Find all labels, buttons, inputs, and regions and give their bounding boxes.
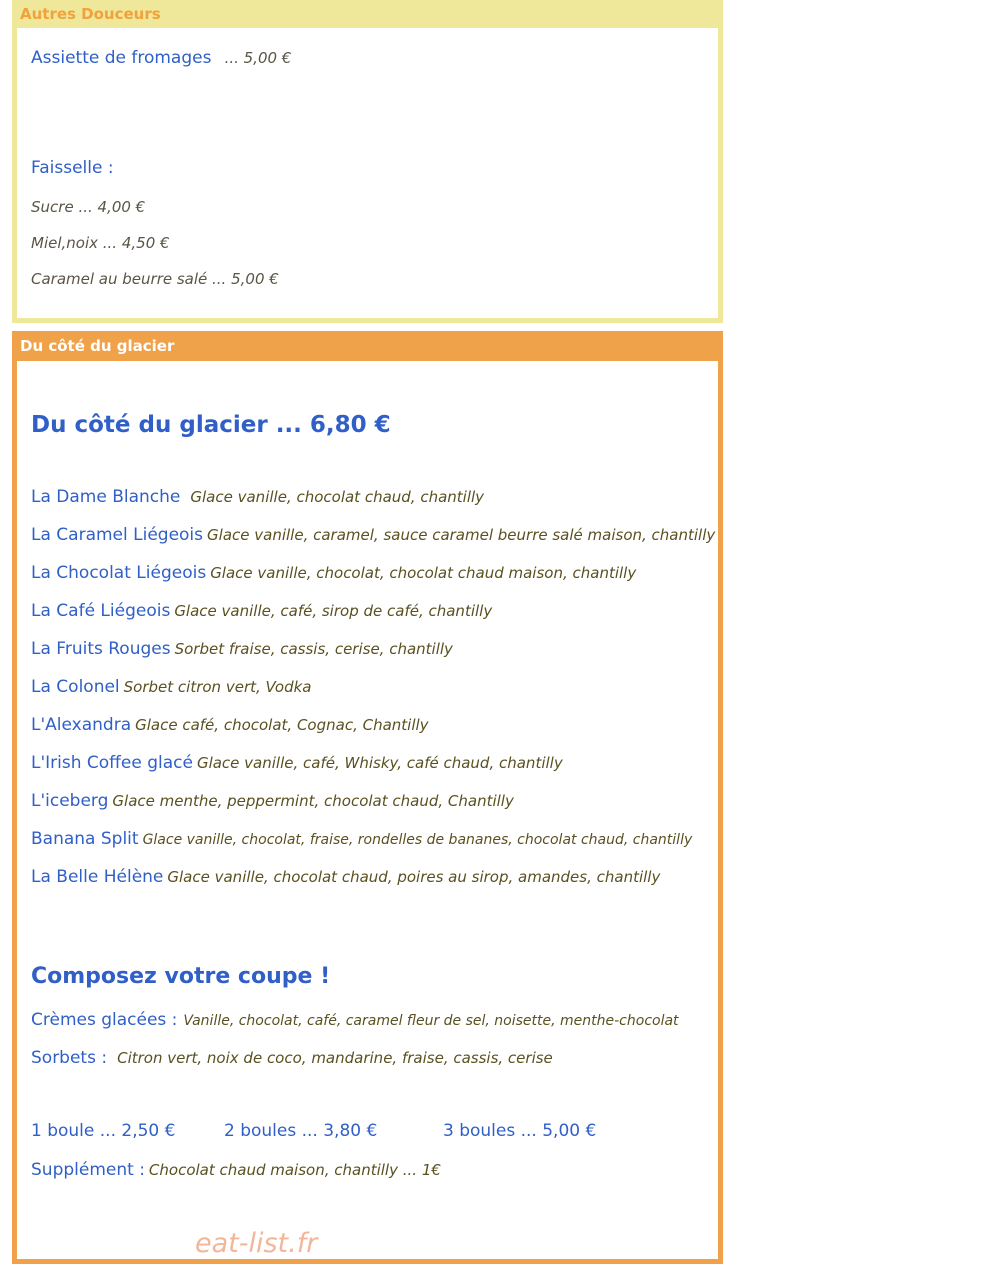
sorbets-label: Sorbets :	[31, 1048, 108, 1068]
glacier-header: Du côté du glacier	[12, 331, 723, 361]
menu-item-name: L'Alexandra	[31, 715, 132, 735]
menu-item-name: La Dame Blanche	[31, 487, 181, 507]
menu-item	[31, 487, 484, 507]
menu-item-name: La Fruits Rouges	[31, 639, 171, 659]
menu-item-name: La Caramel Liégeois	[31, 525, 204, 545]
cremes-label: Crèmes glacées :	[31, 1010, 178, 1030]
sorbets-line	[31, 1048, 553, 1068]
menu-item	[31, 791, 514, 811]
menu-item	[31, 677, 312, 697]
menu-item	[31, 829, 692, 849]
assiette-fromages-line	[31, 48, 291, 68]
menu-item	[31, 867, 660, 887]
menu-item	[31, 753, 563, 773]
menu-item-desc: Glace vanille, chocolat, fraise, rondelles de bananes, chocolat chaud, chantilly	[142, 832, 693, 848]
cremes-line	[31, 1010, 679, 1030]
cremes-desc: Vanille, chocolat, café, caramel fleur de sel, noisette, menthe-chocolat	[183, 1013, 679, 1029]
menu-item-name: La Colonel	[31, 677, 120, 697]
menu-item	[31, 563, 636, 583]
compose-title: Composez votre coupe !	[31, 964, 331, 989]
supplement-desc: Chocolat chaud maison, chantilly ... 1€	[148, 1161, 441, 1179]
faisselle-label: Faisselle :	[31, 158, 114, 178]
menu-item-desc: Sorbet citron vert, Vodka	[123, 678, 312, 696]
boule-price: 1 boule ... 2,50 €	[31, 1121, 176, 1141]
menu-item-desc: Glace café, chocolat, Cognac, Chantilly	[135, 716, 429, 734]
glacier-panel	[12, 331, 723, 1264]
assiette-fromages-name: Assiette de fromages	[31, 48, 212, 68]
menu-item-name: L'iceberg	[31, 791, 109, 811]
menu-item-desc: Glace vanille, chocolat chaud, poires au sirop, amandes, chantilly	[167, 868, 661, 886]
watermark-text: eat-list.fr	[195, 1228, 318, 1259]
menu-item-desc: Glace menthe, peppermint, chocolat chaud, Chantilly	[112, 792, 514, 810]
supplement-line	[31, 1160, 441, 1180]
menu-item	[31, 601, 492, 621]
glacier-title: Du côté du glacier ... 6,80 €	[31, 412, 391, 438]
menu-item	[31, 525, 715, 545]
faisselle-option: Caramel au beurre salé ... 5,00 €	[31, 270, 279, 288]
menu-item-name: La Belle Hélène	[31, 867, 164, 887]
menu-item-desc: Glace vanille, caramel, sauce caramel beurre salé maison, chantilly	[207, 526, 716, 544]
autres-douceurs-header: Autres Douceurs	[12, 0, 723, 28]
assiette-fromages-price: ... 5,00 €	[224, 49, 292, 67]
sorbets-desc: Citron vert, noix de coco, mandarine, fraise, cassis, cerise	[117, 1049, 553, 1067]
supplement-label: Supplément :	[31, 1160, 145, 1180]
menu-item-desc: Glace vanille, chocolat, chocolat chaud maison, chantilly	[210, 564, 637, 582]
menu-item-desc: Glace vanille, café, sirop de café, chantilly	[174, 602, 493, 620]
menu-item-name: La Chocolat Liégeois	[31, 563, 207, 583]
menu-item-desc: Glace vanille, chocolat chaud, chantilly	[190, 488, 485, 506]
menu-item-name: La Café Liégeois	[31, 601, 171, 621]
menu-item	[31, 639, 453, 659]
menu-item-desc: Glace vanille, café, Whisky, café chaud, chantilly	[196, 754, 563, 772]
menu-item-desc: Sorbet fraise, cassis, cerise, chantilly	[174, 640, 453, 658]
boule-price: 3 boules ... 5,00 €	[443, 1121, 597, 1141]
boule-price: 2 boules ... 3,80 €	[224, 1121, 378, 1141]
faisselle-label-line	[31, 158, 114, 178]
faisselle-option: Sucre ... 4,00 €	[31, 198, 146, 216]
faisselle-option: Miel,noix ... 4,50 €	[31, 234, 170, 252]
menu-item-name: L'Irish Coffee glacé	[31, 753, 193, 773]
menu-item-name: Banana Split	[31, 829, 139, 849]
menu-item	[31, 715, 429, 735]
autres-douceurs-panel	[12, 0, 723, 323]
